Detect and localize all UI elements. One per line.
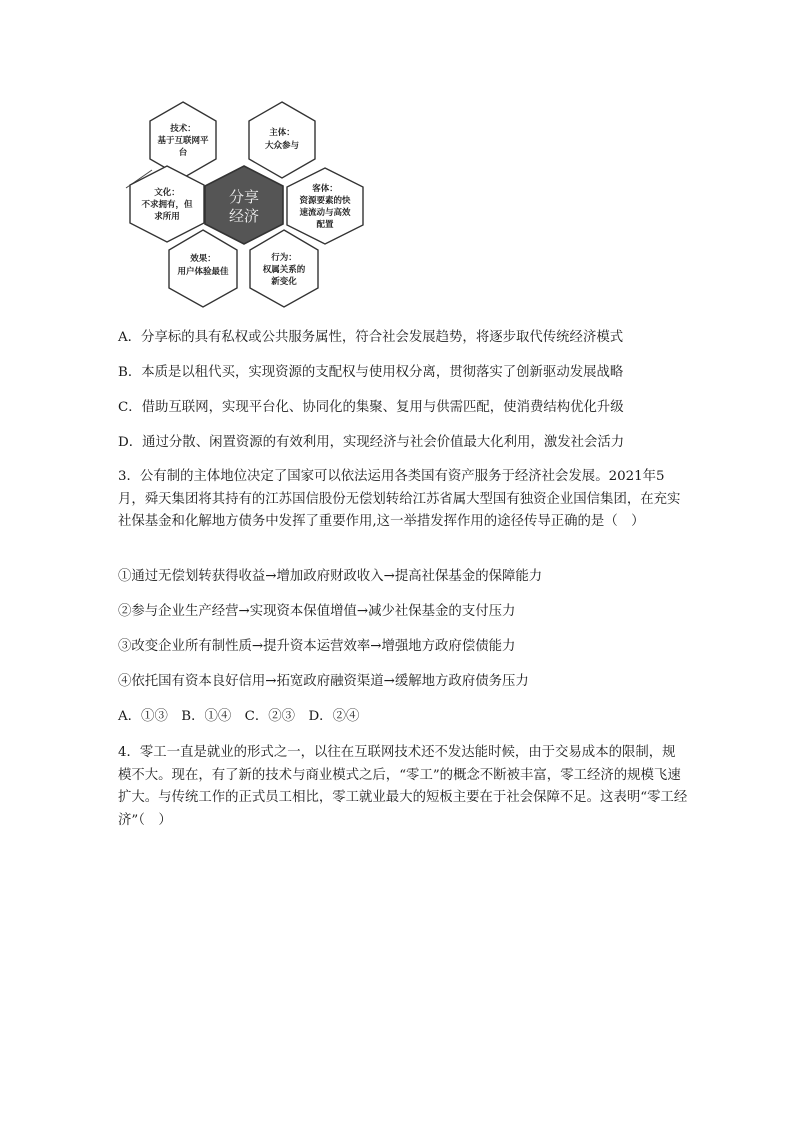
hex-center-line1: 分享: [228, 188, 260, 206]
q2-option-d: D．通过分散、闲置资源的有效利用，实现经济与社会价值最大化利用，激发社会活力: [118, 435, 625, 450]
hex-culture-line3: 求所用: [154, 212, 180, 222]
sharing-economy-diagram: [122, 100, 372, 310]
hex-object-line4: 配置: [316, 220, 334, 230]
hex-effect-line1: 效果：: [190, 254, 216, 264]
q3-item-3: ③改变企业所有制性质→提升资本运营效率→增强地方政府偿债能力: [118, 639, 516, 654]
q2-option-b: B．本质是以租代买，实现资源的支配权与使用权分离，贯彻落实了创新驱动发展战略: [118, 365, 624, 380]
q3-item-4: ④依托国有资本良好信用→拓宽政府融资渠道→缓解地方政府债务压力: [118, 674, 529, 689]
hex-subject-line2: 大众参与: [264, 141, 300, 151]
hex-technology-line1: 技术：: [170, 124, 196, 134]
hex-behavior-line3: 新变化: [271, 277, 297, 287]
hex-culture-line2: 不求拥有，但: [141, 200, 193, 210]
hex-subject: [249, 102, 315, 178]
q3-choices: A．①③ B．①④ C．②③ D．②④: [118, 709, 360, 724]
q2-option-a: A．分享标的具有私权或公共服务属性，符合社会发展趋势，将逐步取代传统经济模式: [118, 330, 624, 345]
q4-stem: 4．零工一直是就业的形式之一，以往在互联网技术还不发达能时候，由于交易成本的限制，规模不大。现在，有了新的技术与商业模式之后，“零工”的概念不断被丰富，零工经济的规模飞速扩大。与传统工作的正式员工相比，零工就业最大的短板主要在于社会保障不足。这表明“零工经济”（ ）: [118, 745, 688, 828]
q3-item-1: ①通过无偿划转获得收益→增加政府财政收入→提高社保基金的保障能力: [118, 569, 543, 584]
hex-technology-line2: 基于互联网平: [157, 136, 209, 146]
hexagon-diagram-svg: [122, 100, 372, 310]
hex-technology-line3: 台: [178, 148, 188, 158]
hex-effect-line2: 用户体验最佳: [177, 267, 229, 277]
q3-stem: 3．公有制的主体地位决定了国家可以依法运用各类国有资产服务于经济社会发展。2021年5月，舜天集团将其持有的江苏国信股份无偿划转给江苏省属大型国有独资企业国信集团，在充实社保基金和化解地方债务中发挥了重要作用,这一举措发挥作用的途径传导正确的是（ ）: [118, 469, 681, 529]
q2-option-c: C．借助互联网，实现平台化、协同化的集聚、复用与供需匹配，使消费结构优化升级: [118, 400, 624, 415]
hex-object-line1: 客体：: [312, 184, 338, 194]
hex-object-line2: 资源要素的快: [299, 196, 351, 206]
hex-center-line2: 经济: [228, 207, 260, 225]
hex-behavior-line2: 权属关系的: [262, 265, 306, 275]
hex-behavior-line1: 行为：: [271, 253, 297, 263]
hex-object: [287, 168, 363, 244]
hex-object-line3: 速流动与高效: [299, 208, 351, 218]
hex-subject-line1: 主体：: [269, 128, 295, 138]
hex-culture-line1: 文化：: [154, 188, 180, 198]
q3-item-2: ②参与企业生产经营→实现资本保值增值→减少社保基金的支付压力: [118, 604, 516, 619]
